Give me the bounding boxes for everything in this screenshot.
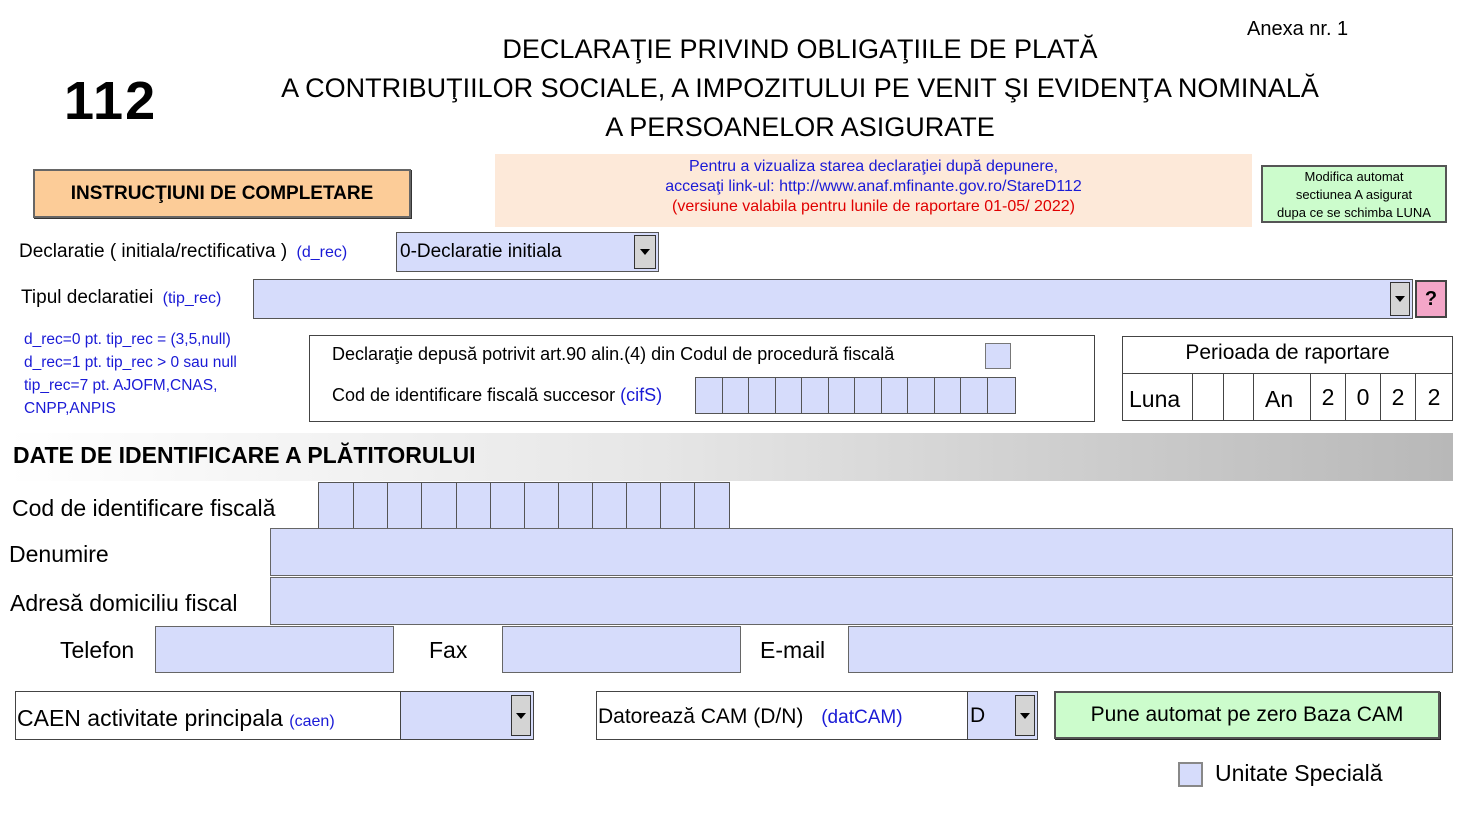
email-label: E-mail [760, 637, 826, 663]
rule-line-4: CNPP,ANPIS [24, 400, 116, 417]
successor-cif-cell[interactable] [934, 378, 960, 413]
tip-declaratie-label [21, 287, 221, 309]
successor-cif-input[interactable] [695, 377, 1016, 414]
successor-cif-cell[interactable] [801, 378, 828, 413]
cam-text: Datorează CAM (D/N) [598, 705, 804, 728]
auto-modify-line-3: dupa ce se schimba LUNA [1277, 205, 1431, 220]
payer-address-label: Adresă domiciliu fiscal [10, 590, 238, 616]
section-title: DATE DE IDENTIFICARE A PLĂTITORULUI [13, 442, 476, 468]
declaration-type-code: (d_rec) [296, 244, 348, 261]
title-line-3: A PERSOANELOR ASIGURATE [605, 112, 995, 142]
instructions-button[interactable]: INSTRUCŢIUNI DE COMPLETARE [33, 169, 411, 218]
payer-cif-cell[interactable] [353, 483, 387, 529]
payer-cif-label: Cod de identificare fiscală [12, 495, 276, 521]
successor-cif-cell[interactable] [695, 378, 722, 413]
cam-value: D [970, 704, 986, 727]
auto-modify-line-2: sectiunea A asigurat [1295, 187, 1413, 202]
title-line-1: DECLARAŢIE PRIVIND OBLIGAŢIILE DE PLATĂ [502, 34, 1098, 64]
successor-cif-cell[interactable] [881, 378, 907, 413]
rule-line-1: d_rec=0 pt. tip_rec = (3,5,null) [24, 331, 231, 348]
year-digit[interactable]: 2 [1310, 373, 1345, 421]
special-unit-label: Unitate Specială [1215, 760, 1383, 786]
tip-declaratie-code: (tip_rec) [162, 290, 222, 307]
status-link[interactable]: accesaţi link-ul: http://www.anaf.mfinante.gov.ro/StareD112 [665, 178, 1082, 195]
tip-declaratie-select[interactable] [253, 279, 1413, 319]
declaration-type-text: Declaratie ( initiala/rectificativa ) [19, 241, 288, 262]
rule-line-2: d_rec=1 pt. tip_rec > 0 sau null [24, 354, 237, 371]
year-digit[interactable]: 2 [1380, 373, 1415, 421]
fax-input[interactable] [502, 626, 741, 673]
annex-label: Anexa nr. 1 [1247, 18, 1349, 40]
declaration-type-select[interactable] [396, 232, 659, 272]
successor-code: (cifS) [620, 385, 663, 405]
payer-cif-cell[interactable] [318, 483, 353, 529]
section-header [8, 433, 1453, 481]
year-digit[interactable]: 2 [1415, 373, 1452, 421]
cam-select[interactable] [967, 692, 1037, 739]
phone-input[interactable] [155, 626, 394, 673]
form-title [200, 30, 1400, 147]
art90-label: Declaraţie depusă potrivit art.90 alin.(4) din Codul de procedură fiscală [332, 344, 895, 364]
month-digit[interactable] [1192, 373, 1223, 421]
month-label: Luna [1129, 386, 1181, 412]
info-line-1: Pentru a vizualiza starea declaraţiei după depunere, [688, 158, 1059, 175]
zero-cam-button[interactable]: Pune automat pe zero Baza CAM [1054, 691, 1440, 739]
payer-cif-cell[interactable] [626, 483, 660, 529]
caen-text: CAEN activitate principala [17, 705, 283, 731]
chevron-down-icon[interactable] [511, 695, 531, 736]
auto-modify-button[interactable] [1261, 165, 1447, 223]
tip-declaratie-text: Tipul declaratiei [21, 287, 154, 308]
month-digit[interactable] [1223, 373, 1254, 421]
title-line-2: A CONTRIBUŢIILOR SOCIALE, A IMPOZITULUI PE VENIT ŞI EVIDENŢA NOMINALĂ [281, 73, 1319, 103]
rules-note [24, 328, 237, 420]
payer-cif-cell[interactable] [387, 483, 421, 529]
form-number: 112 [64, 71, 158, 131]
cam-box [596, 691, 1038, 740]
payer-cif-input[interactable] [318, 482, 730, 530]
chevron-down-icon[interactable] [1390, 282, 1410, 316]
successor-cif-cell[interactable] [987, 378, 1016, 413]
successor-text: Cod de identificare fiscală succesor [332, 385, 616, 405]
declaration-type-label [19, 241, 347, 263]
caen-select[interactable] [400, 692, 533, 739]
email-input[interactable] [848, 626, 1453, 673]
payer-cif-cell[interactable] [558, 483, 592, 529]
caen-code: (caen) [289, 713, 335, 730]
successor-cif-cell[interactable] [748, 378, 775, 413]
payer-cif-cell[interactable] [421, 483, 456, 529]
fax-label: Fax [429, 637, 468, 663]
declaration-type-value: 0-Declaratie initiala [400, 241, 562, 262]
payer-address-input[interactable] [270, 577, 1453, 625]
payer-cif-cell[interactable] [456, 483, 490, 529]
caen-box [15, 691, 534, 740]
status-info-box [495, 154, 1252, 227]
rule-line-3: tip_rec=7 pt. AJOFM,CNAS, [24, 377, 218, 394]
payer-cif-cell[interactable] [592, 483, 626, 529]
successor-cif-cell[interactable] [722, 378, 748, 413]
payer-cif-cell[interactable] [490, 483, 524, 529]
successor-cif-cell[interactable] [775, 378, 801, 413]
phone-label: Telefon [60, 637, 135, 663]
help-button[interactable]: ? [1415, 280, 1447, 318]
version-note: (versiune valabila pentru lunile de raportare 01-05/ 2022) [672, 198, 1075, 215]
special-unit-checkbox[interactable] [1178, 762, 1203, 787]
reporting-period-box [1122, 336, 1453, 421]
payer-name-label: Denumire [9, 541, 109, 567]
cam-code: (datCAM) [821, 707, 903, 728]
chevron-down-icon[interactable] [1015, 695, 1035, 736]
auto-modify-line-1: Modifica automat [1304, 169, 1404, 184]
caen-label [17, 705, 335, 732]
reporting-period-title: Perioada de raportare [1185, 341, 1390, 364]
year-label: An [1265, 386, 1294, 412]
cam-label [598, 705, 903, 729]
successor-cif-cell[interactable] [828, 378, 854, 413]
successor-label [332, 385, 662, 406]
payer-cif-cell[interactable] [524, 483, 558, 529]
payer-cif-cell[interactable] [660, 483, 694, 529]
payer-cif-cell[interactable] [694, 483, 730, 529]
chevron-down-icon[interactable] [634, 235, 656, 269]
successor-cif-cell[interactable] [854, 378, 881, 413]
art90-box [309, 335, 1095, 422]
art90-checkbox[interactable] [985, 343, 1011, 369]
successor-cif-cell[interactable] [907, 378, 934, 413]
payer-name-input[interactable] [270, 528, 1453, 576]
successor-cif-cell[interactable] [960, 378, 987, 413]
year-digit[interactable]: 0 [1345, 373, 1380, 421]
